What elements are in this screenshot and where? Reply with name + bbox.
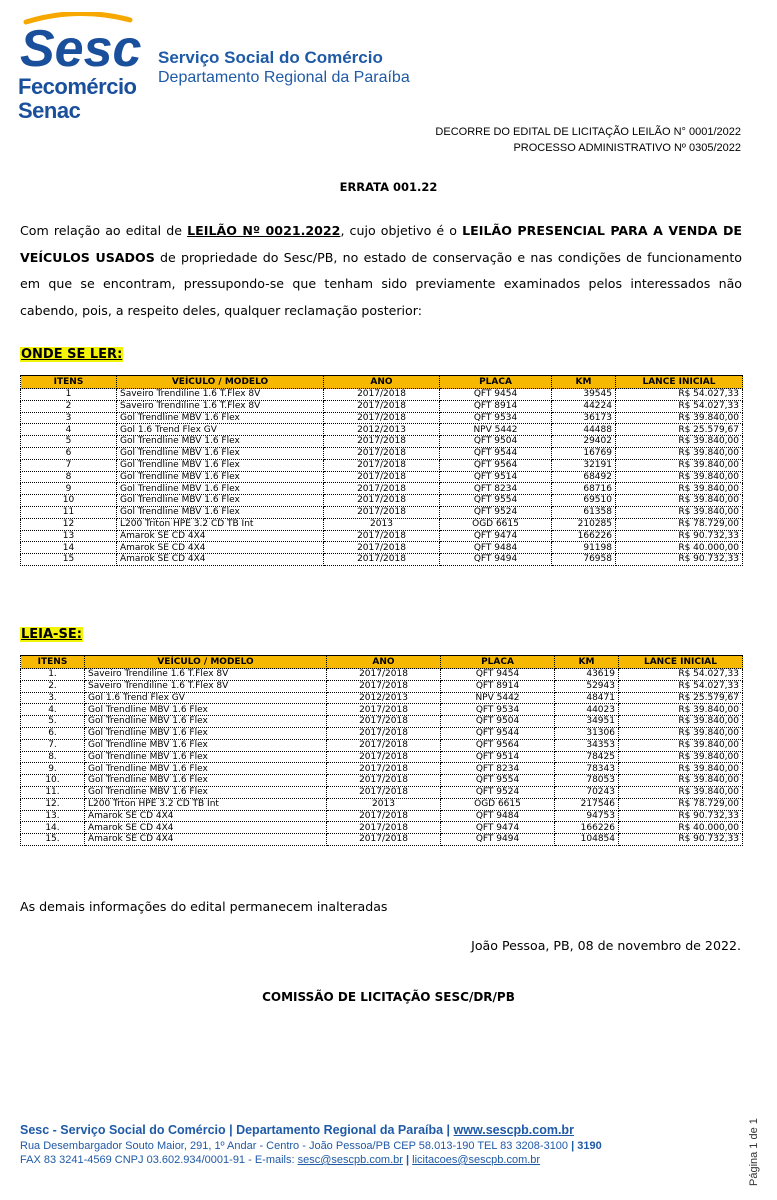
- cell-year: 2017/2018: [324, 447, 440, 459]
- table-row: [21, 471, 743, 483]
- table-row: [21, 727, 743, 739]
- cell-plate: QFT 9544: [440, 447, 552, 459]
- cell-plate: QFT 8914: [440, 400, 552, 412]
- logo-block: [18, 6, 148, 126]
- closing-text: As demais informações do edital permanecem inalteradas: [20, 899, 388, 914]
- cell-item: 14: [21, 542, 117, 554]
- cell-vehicle: Gol Trendline MBV 1.6 Flex: [117, 495, 324, 507]
- intro-paragraph: [20, 218, 742, 324]
- cell-vehicle: Gol 1.6 Trend Flex GV: [85, 692, 327, 704]
- cell-km: 70243: [555, 786, 619, 798]
- cell-bid: R$ 54.027,33: [616, 400, 743, 412]
- cell-item: 9: [21, 483, 117, 495]
- cell-km: 166226: [552, 530, 616, 542]
- cell-item: 6: [21, 447, 117, 459]
- table-row: [21, 518, 743, 530]
- table-row: [21, 798, 743, 810]
- cell-item: 2.: [21, 680, 85, 692]
- cell-vehicle: Gol Trendline MBV 1.6 Flex: [85, 763, 327, 775]
- cell-bid: R$ 39.840,00: [616, 436, 743, 448]
- logo-fecomercio: Fecomércio: [18, 74, 137, 99]
- cell-item: 1.: [21, 669, 85, 681]
- cell-km: 34353: [555, 739, 619, 751]
- cell-plate: QFT 9564: [441, 739, 555, 751]
- cell-vehicle: Gol Trendline MBV 1.6 Flex: [117, 436, 324, 448]
- cell-bid: R$ 40.000,00: [616, 542, 743, 554]
- table-row: [21, 680, 743, 692]
- cell-plate: QFT 9534: [441, 704, 555, 716]
- cell-vehicle: Gol Trendline MBV 1.6 Flex: [85, 704, 327, 716]
- cell-km: 78425: [555, 751, 619, 763]
- cell-vehicle: Gol Trendline MBV 1.6 Flex: [117, 483, 324, 495]
- cell-plate: QFT 9524: [440, 506, 552, 518]
- cell-year: 2017/2018: [327, 680, 441, 692]
- footer-line-2: [20, 1139, 740, 1153]
- cell-km: 32191: [552, 459, 616, 471]
- cell-vehicle: Gol 1.6 Trend Flex GV: [117, 424, 324, 436]
- cell-item: 9.: [21, 763, 85, 775]
- cell-year: 2017/2018: [327, 763, 441, 775]
- cell-bid: R$ 78.729,00: [619, 798, 743, 810]
- table-row: [21, 436, 743, 448]
- cell-vehicle: Gol Trendline MBV 1.6 Flex: [117, 447, 324, 459]
- cell-year: 2017/2018: [324, 542, 440, 554]
- cell-item: 11: [21, 506, 117, 518]
- cell-item: 8.: [21, 751, 85, 763]
- cell-vehicle: Gol Trendline MBV 1.6 Flex: [85, 786, 327, 798]
- col-km: KM: [555, 656, 619, 669]
- col-ano: ANO: [324, 376, 440, 389]
- page-number: Página 1 de 1: [748, 1118, 760, 1186]
- cell-km: 16769: [552, 447, 616, 459]
- table-row: [21, 669, 743, 681]
- cell-year: 2017/2018: [327, 810, 441, 822]
- leia-se-label: LEIA-SE:: [21, 627, 82, 642]
- cell-item: 4: [21, 424, 117, 436]
- cell-year: 2017/2018: [327, 834, 441, 846]
- col-lance: LANCE INICIAL: [619, 656, 743, 669]
- table-row: [21, 483, 743, 495]
- cell-bid: R$ 54.027,33: [619, 669, 743, 681]
- cell-plate: NPV 5442: [441, 692, 555, 704]
- table-row: [21, 716, 743, 728]
- table-row: [21, 775, 743, 787]
- cell-bid: R$ 39.840,00: [619, 763, 743, 775]
- cell-plate: QFT 9534: [440, 412, 552, 424]
- intro-text-2: , cujo objetivo é o: [340, 223, 463, 238]
- cell-year: 2013: [327, 798, 441, 810]
- table-row: [21, 704, 743, 716]
- cell-year: 2017/2018: [324, 400, 440, 412]
- cell-km: 29402: [552, 436, 616, 448]
- cell-item: 12: [21, 518, 117, 530]
- cell-item: 4.: [21, 704, 85, 716]
- cell-vehicle: Gol Trendline MBV 1.6 Flex: [85, 775, 327, 787]
- cell-km: 78053: [555, 775, 619, 787]
- reference-block: [435, 124, 741, 156]
- cell-plate: QFT 9544: [441, 727, 555, 739]
- cell-vehicle: Amarok SE CD 4X4: [85, 822, 327, 834]
- cell-year: 2017/2018: [327, 751, 441, 763]
- cell-item: 7: [21, 459, 117, 471]
- cell-km: 68492: [552, 471, 616, 483]
- footer-line-3: [20, 1153, 740, 1167]
- cell-km: 43619: [555, 669, 619, 681]
- cell-plate: QFT 9554: [440, 495, 552, 507]
- cell-bid: R$ 39.840,00: [616, 495, 743, 507]
- cell-km: 166226: [555, 822, 619, 834]
- cell-bid: R$ 54.027,33: [616, 389, 743, 401]
- cell-vehicle: Amarok SE CD 4X4: [85, 834, 327, 846]
- reference-line-1: DECORRE DO EDITAL DE LICITAÇÃO LEILÃO N° 0001/2022: [435, 126, 741, 138]
- col-lance: LANCE INICIAL: [616, 376, 743, 389]
- cell-bid: R$ 90.732,33: [619, 834, 743, 846]
- col-veiculo: VEÍCULO / MODELO: [117, 376, 324, 389]
- cell-bid: R$ 39.840,00: [619, 716, 743, 728]
- cell-plate: OGD 6615: [441, 798, 555, 810]
- cell-item: 3.: [21, 692, 85, 704]
- cell-bid: R$ 25.579,67: [619, 692, 743, 704]
- table-row: [21, 459, 743, 471]
- cell-year: 2013: [324, 518, 440, 530]
- table-row: [21, 447, 743, 459]
- website-link[interactable]: www.sescpb.com.br: [453, 1123, 574, 1137]
- cell-item: 13.: [21, 810, 85, 822]
- cell-bid: R$ 90.732,33: [616, 530, 743, 542]
- cell-vehicle: Gol Trendline MBV 1.6 Flex: [117, 471, 324, 483]
- cell-year: 2017/2018: [327, 727, 441, 739]
- cell-bid: R$ 25.579,67: [616, 424, 743, 436]
- cell-vehicle: Amarok SE CD 4X4: [117, 554, 324, 566]
- cell-year: 2017/2018: [327, 775, 441, 787]
- cell-year: 2017/2018: [324, 495, 440, 507]
- col-itens: ITENS: [21, 656, 85, 669]
- email-link-licitacoes[interactable]: licitacoes@sescpb.com.br: [412, 1154, 541, 1166]
- cell-bid: R$ 39.840,00: [616, 506, 743, 518]
- logo-main-text: Sesc: [20, 20, 142, 72]
- cell-item: 12.: [21, 798, 85, 810]
- table-row: [21, 424, 743, 436]
- cell-bid: R$ 39.840,00: [619, 786, 743, 798]
- cell-year: 2017/2018: [327, 704, 441, 716]
- cell-vehicle: Saveiro Trendiline 1.6 T.Flex 8V: [117, 389, 324, 401]
- cell-vehicle: Saveiro Trendiline 1.6 T.Flex 8V: [117, 400, 324, 412]
- cell-vehicle: L200 Triton HPE 3.2 CD TB Int: [117, 518, 324, 530]
- table-row: [21, 389, 743, 401]
- email-link-sesc[interactable]: sesc@sescpb.com.br: [297, 1154, 403, 1166]
- cell-plate: QFT 9514: [440, 471, 552, 483]
- cell-plate: QFT 9494: [441, 834, 555, 846]
- cell-plate: QFT 9494: [440, 554, 552, 566]
- cell-year: 2017/2018: [324, 412, 440, 424]
- cell-vehicle: L200 Trton HPE 3.2 CD TB Int: [85, 798, 327, 810]
- cell-item: 1: [21, 389, 117, 401]
- cell-year: 2017/2018: [324, 471, 440, 483]
- cell-plate: QFT 9454: [441, 669, 555, 681]
- cell-plate: NPV 5442: [440, 424, 552, 436]
- table-row: [21, 763, 743, 775]
- table-row: [21, 822, 743, 834]
- table-row: [21, 412, 743, 424]
- cell-vehicle: Saveiro Trendiline 1.6 T.Flex 8V: [85, 669, 327, 681]
- cell-vehicle: Gol Trendline MBV 1.6 Flex: [117, 506, 324, 518]
- table-row: [21, 554, 743, 566]
- logo-senac: Senac: [18, 98, 81, 123]
- cell-bid: R$ 39.840,00: [619, 727, 743, 739]
- cell-item: 5.: [21, 716, 85, 728]
- cell-item: 5: [21, 436, 117, 448]
- table-row: [21, 751, 743, 763]
- org-name: Serviço Social do Comércio: [158, 48, 383, 67]
- cell-vehicle: Amarok SE CD 4X4: [117, 530, 324, 542]
- cell-item: 7.: [21, 739, 85, 751]
- table-row: [21, 834, 743, 846]
- cell-vehicle: Gol Trendline MBV 1.6 Flex: [117, 459, 324, 471]
- intro-bold: LEILÃO PRESENCIAL PARA A VENDA DE VEÍCULOS USADOS: [20, 223, 742, 265]
- org-department: Departamento Regional da Paraíba: [158, 69, 410, 86]
- cell-vehicle: Amarok SE CD 4X4: [85, 810, 327, 822]
- commission-signature: COMISSÃO DE LICITAÇÃO SESC/DR/PB: [262, 990, 515, 1004]
- cell-year: 2017/2018: [324, 436, 440, 448]
- onde-se-ler-label: ONDE SE LER:: [21, 347, 123, 362]
- cell-vehicle: Saveiro Trendiline 1.6 T.Flex 8V: [85, 680, 327, 692]
- cell-km: 52943: [555, 680, 619, 692]
- cell-km: 44488: [552, 424, 616, 436]
- footer-separator: |: [402, 1154, 413, 1166]
- cell-year: 2017/2018: [324, 459, 440, 471]
- cell-year: 2017/2018: [327, 669, 441, 681]
- intro-text-1: Com relação ao edital de: [20, 223, 188, 238]
- col-km: KM: [552, 376, 616, 389]
- errata-title: ERRATA 001.22: [339, 180, 438, 194]
- table-row: [21, 692, 743, 704]
- cell-bid: R$ 39.840,00: [619, 775, 743, 787]
- leia-se-table: [20, 655, 743, 846]
- cell-km: 69510: [552, 495, 616, 507]
- cell-km: 76958: [552, 554, 616, 566]
- cell-plate: QFT 9524: [441, 786, 555, 798]
- table-row: [21, 542, 743, 554]
- cell-plate: QFT 8234: [440, 483, 552, 495]
- footer-address: Rua Desembargador Souto Maior, 291, 1º Andar - Centro - João Pessoa/PB CEP 58.013-190 TEL 83 3208-3100: [20, 1140, 572, 1152]
- footer-org: Sesc - Serviço Social do Comércio | Departamento Regional da Paraíba |: [20, 1123, 454, 1137]
- table-row: [21, 495, 743, 507]
- cell-year: 2012/2013: [324, 424, 440, 436]
- col-veiculo: VEÍCULO / MODELO: [85, 656, 327, 669]
- cell-item: 6.: [21, 727, 85, 739]
- cell-km: 44023: [555, 704, 619, 716]
- table-row: [21, 786, 743, 798]
- footer-fax-cnpj: FAX 83 3241-4569 CNPJ 03.602.934/0001-91 - E-mails:: [20, 1154, 298, 1166]
- cell-year: 2017/2018: [324, 530, 440, 542]
- cell-km: 61358: [552, 506, 616, 518]
- cell-km: 91198: [552, 542, 616, 554]
- cell-year: 2017/2018: [327, 739, 441, 751]
- cell-year: 2012/2013: [327, 692, 441, 704]
- col-placa: PLACA: [440, 376, 552, 389]
- cell-item: 11.: [21, 786, 85, 798]
- place-date: João Pessoa, PB, 08 de novembro de 2022.: [471, 938, 741, 953]
- cell-bid: R$ 39.840,00: [616, 471, 743, 483]
- table-row: [21, 810, 743, 822]
- cell-km: 36173: [552, 412, 616, 424]
- cell-bid: R$ 78.729,00: [616, 518, 743, 530]
- sesc-logo-icon: [18, 12, 143, 72]
- cell-item: 8: [21, 471, 117, 483]
- table-header-row: [21, 656, 743, 669]
- cell-km: 39545: [552, 389, 616, 401]
- cell-bid: R$ 90.732,33: [619, 810, 743, 822]
- footer: [20, 1122, 740, 1167]
- table-row: [21, 400, 743, 412]
- col-placa: PLACA: [441, 656, 555, 669]
- cell-vehicle: Gol Trendline MBV 1.6 Flex: [85, 727, 327, 739]
- cell-plate: QFT 9514: [441, 751, 555, 763]
- cell-year: 2017/2018: [324, 506, 440, 518]
- cell-km: 68716: [552, 483, 616, 495]
- cell-year: 2017/2018: [327, 786, 441, 798]
- cell-km: 94753: [555, 810, 619, 822]
- cell-item: 10: [21, 495, 117, 507]
- cell-item: 14.: [21, 822, 85, 834]
- cell-km: 104854: [555, 834, 619, 846]
- cell-vehicle: Gol Trendline MBV 1.6 Flex: [85, 739, 327, 751]
- cell-plate: QFT 9554: [441, 775, 555, 787]
- cell-bid: R$ 39.840,00: [616, 483, 743, 495]
- col-itens: ITENS: [21, 376, 117, 389]
- cell-bid: R$ 39.840,00: [619, 704, 743, 716]
- leilao-number: LEILÃO Nº 0021.2022: [187, 223, 341, 238]
- cell-bid: R$ 39.840,00: [616, 447, 743, 459]
- cell-plate: QFT 9504: [440, 436, 552, 448]
- reference-line-2: PROCESSO ADMINISTRATIVO Nº 0305/2022: [513, 142, 741, 154]
- cell-year: 2017/2018: [324, 483, 440, 495]
- cell-bid: R$ 40.000,00: [619, 822, 743, 834]
- cell-year: 2017/2018: [324, 554, 440, 566]
- cell-item: 2: [21, 400, 117, 412]
- cell-plate: QFT 8234: [441, 763, 555, 775]
- table-row: [21, 506, 743, 518]
- cell-plate: QFT 9474: [440, 530, 552, 542]
- cell-bid: R$ 39.840,00: [619, 751, 743, 763]
- table-header-row: [21, 376, 743, 389]
- cell-year: 2017/2018: [327, 822, 441, 834]
- footer-line-1: [20, 1122, 740, 1139]
- cell-plate: QFT 9504: [441, 716, 555, 728]
- cell-item: 13: [21, 530, 117, 542]
- cell-item: 15: [21, 554, 117, 566]
- cell-bid: R$ 39.840,00: [619, 739, 743, 751]
- cell-km: 44224: [552, 400, 616, 412]
- cell-plate: OGD 6615: [440, 518, 552, 530]
- cell-plate: QFT 9454: [440, 389, 552, 401]
- intro-text-3: de propriedade do Sesc/PB, no estado de conservação e nas condições de funcionamento em que se encontram, pressupondo-se que tenham sido previamente examinados pelos interessados não cabendo, pois, a respeito deles, qualquer reclamação posterior:: [20, 249, 743, 318]
- cell-year: 2017/2018: [327, 716, 441, 728]
- table-row: [21, 739, 743, 751]
- cell-vehicle: Gol Trendline MBV 1.6 Flex: [85, 716, 327, 728]
- footer-ext: | 3190: [571, 1140, 602, 1152]
- cell-km: 31306: [555, 727, 619, 739]
- cell-vehicle: Amarok SE CD 4X4: [117, 542, 324, 554]
- table-row: [21, 530, 743, 542]
- cell-km: 78343: [555, 763, 619, 775]
- cell-km: 48471: [555, 692, 619, 704]
- cell-plate: QFT 9474: [441, 822, 555, 834]
- cell-bid: R$ 39.840,00: [616, 412, 743, 424]
- cell-item: 15.: [21, 834, 85, 846]
- cell-plate: QFT 8914: [441, 680, 555, 692]
- cell-bid: R$ 90.732,33: [616, 554, 743, 566]
- onde-se-ler-table: [20, 375, 743, 566]
- cell-bid: R$ 39.840,00: [616, 459, 743, 471]
- cell-bid: R$ 54.027,33: [619, 680, 743, 692]
- cell-vehicle: Gol Trendline MBV 1.6 Flex: [85, 751, 327, 763]
- cell-item: 10.: [21, 775, 85, 787]
- cell-plate: QFT 9484: [441, 810, 555, 822]
- cell-plate: QFT 9484: [440, 542, 552, 554]
- cell-plate: QFT 9564: [440, 459, 552, 471]
- cell-year: 2017/2018: [324, 389, 440, 401]
- col-ano: ANO: [327, 656, 441, 669]
- cell-km: 217546: [555, 798, 619, 810]
- cell-vehicle: Gol Trendline MBV 1.6 Flex: [117, 412, 324, 424]
- cell-item: 3: [21, 412, 117, 424]
- cell-km: 210285: [552, 518, 616, 530]
- cell-km: 34951: [555, 716, 619, 728]
